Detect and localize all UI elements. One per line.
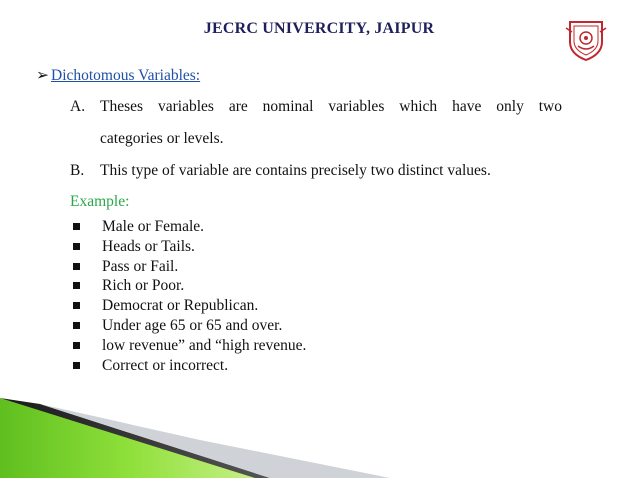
point-marker: B. bbox=[70, 162, 85, 179]
slide: JECRC UNIVERCITY, JAIPUR ➢ Dichotomous Variables: A. Theses variables are nominal variables which have only two categories or levels. B. This type of variable are contains precisely two distinct values. Example: Male or Female. Heads or Tails. Pass or Fail. Rich or Poor. Democrat or Republican. Under age 65 or 65 and over. low revenue” and “high revenue. Correct or incorrect. bbox=[0, 0, 638, 478]
section-heading-text: Dichotomous Variables: bbox=[51, 67, 201, 84]
point-text-line2: categories or levels. bbox=[100, 130, 224, 147]
arrow-bullet-icon: ➢ bbox=[36, 67, 49, 84]
point-text-line1: Theses variables are nominal variables which have only two bbox=[100, 98, 562, 115]
point-marker: A. bbox=[70, 98, 86, 115]
example-label: Example: bbox=[70, 193, 130, 210]
point-text-line1: This type of variable are contains precisely two distinct values. bbox=[100, 162, 491, 179]
page-title: JECRC UNIVERCITY, JAIPUR bbox=[203, 20, 435, 37]
